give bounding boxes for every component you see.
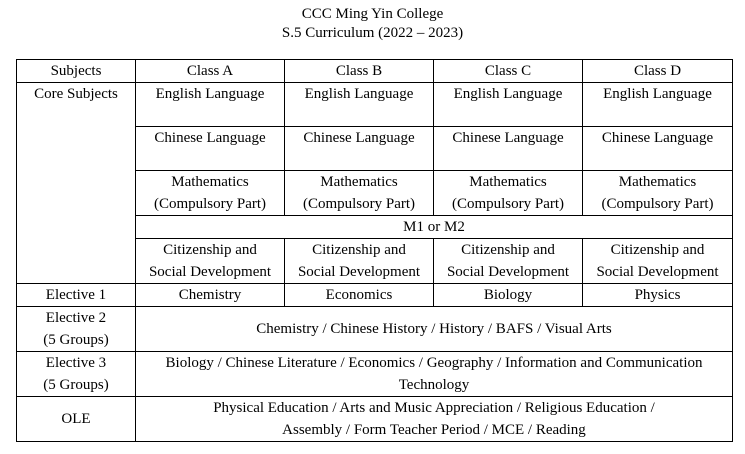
class-c-header: Class C	[434, 60, 583, 83]
core-math-b	[285, 171, 434, 216]
csd-line-1: Citizenship and	[163, 242, 257, 258]
school-title: CCC Ming Yin College	[301, 6, 444, 22]
csd-line-1: Citizenship and	[461, 242, 555, 258]
core-m1-m2: M1 or M2	[136, 216, 733, 239]
core-chinese-d: Chinese Language	[583, 127, 733, 171]
curriculum-title: S.5 Curriculum (2022 – 2023)	[281, 25, 464, 41]
ole-label: OLE	[17, 397, 136, 442]
math-line-2: (Compulsory Part)	[601, 196, 714, 212]
elective3-subjects-line-1: Biology / Chinese Literature / Economics / Geography / Information and Communication	[165, 355, 703, 371]
math-line-1: Mathematics	[469, 174, 547, 190]
core-chinese-a: Chinese Language	[136, 127, 285, 171]
elective2-subjects: Chemistry / Chinese History / History / BAFS / Visual Arts	[136, 307, 733, 352]
elective1-d: Physics	[583, 284, 733, 307]
core-csd-b	[285, 239, 434, 284]
table-header-row	[17, 60, 733, 83]
elective2-label-line-2: (5 Groups)	[43, 332, 109, 348]
math-line-1: Mathematics	[320, 174, 398, 190]
csd-line-1: Citizenship and	[610, 242, 705, 258]
elective3-label-line-1: Elective 3	[45, 355, 107, 371]
core-subjects-label: Core Subjects	[17, 83, 136, 284]
core-csd-d	[583, 239, 733, 284]
elective2-label	[17, 307, 136, 352]
table-row	[17, 307, 733, 352]
ole-line-2: Assembly / Form Teacher Period / MCE / Reading	[282, 422, 586, 438]
core-english-d: English Language	[583, 83, 733, 127]
table-row	[17, 284, 733, 307]
core-english-c: English Language	[434, 83, 583, 127]
core-math-c	[434, 171, 583, 216]
core-math-a	[136, 171, 285, 216]
csd-line-2: Social Development	[297, 264, 421, 280]
csd-line-2: Social Development	[446, 264, 570, 280]
elective1-c: Biology	[434, 284, 583, 307]
csd-line-1: Citizenship and	[312, 242, 406, 258]
core-csd-c	[434, 239, 583, 284]
elective1-b: Economics	[285, 284, 434, 307]
table-row	[17, 397, 733, 442]
csd-line-2: Social Development	[596, 264, 719, 280]
math-line-2: (Compulsory Part)	[451, 196, 565, 212]
table-row	[17, 352, 733, 397]
ole-line-1: Physical Education / Arts and Music Appreciation / Religious Education /	[213, 400, 655, 416]
core-math-d	[583, 171, 733, 216]
math-line-2: (Compulsory Part)	[153, 196, 267, 212]
curriculum-table	[16, 59, 733, 442]
elective3-label-line-2: (5 Groups)	[43, 377, 109, 393]
class-d-header: Class D	[583, 60, 733, 83]
elective1-label: Elective 1	[17, 284, 136, 307]
math-line-1: Mathematics	[171, 174, 249, 190]
elective2-label-line-1: Elective 2	[45, 310, 107, 326]
core-english-a: English Language	[136, 83, 285, 127]
core-chinese-c: Chinese Language	[434, 127, 583, 171]
elective1-a: Chemistry	[136, 284, 285, 307]
core-chinese-b: Chinese Language	[285, 127, 434, 171]
csd-line-2: Social Development	[148, 264, 272, 280]
math-line-1: Mathematics	[618, 174, 697, 190]
subjects-header: Subjects	[17, 60, 136, 83]
elective3-subjects	[136, 352, 733, 397]
elective3-label	[17, 352, 136, 397]
math-line-2: (Compulsory Part)	[302, 196, 416, 212]
class-b-header: Class B	[285, 60, 434, 83]
class-a-header: Class A	[136, 60, 285, 83]
ole-activities	[136, 397, 733, 442]
core-english-b: English Language	[285, 83, 434, 127]
table-row	[17, 83, 733, 127]
elective3-subjects-line-2: Technology	[398, 377, 470, 393]
core-csd-a	[136, 239, 285, 284]
